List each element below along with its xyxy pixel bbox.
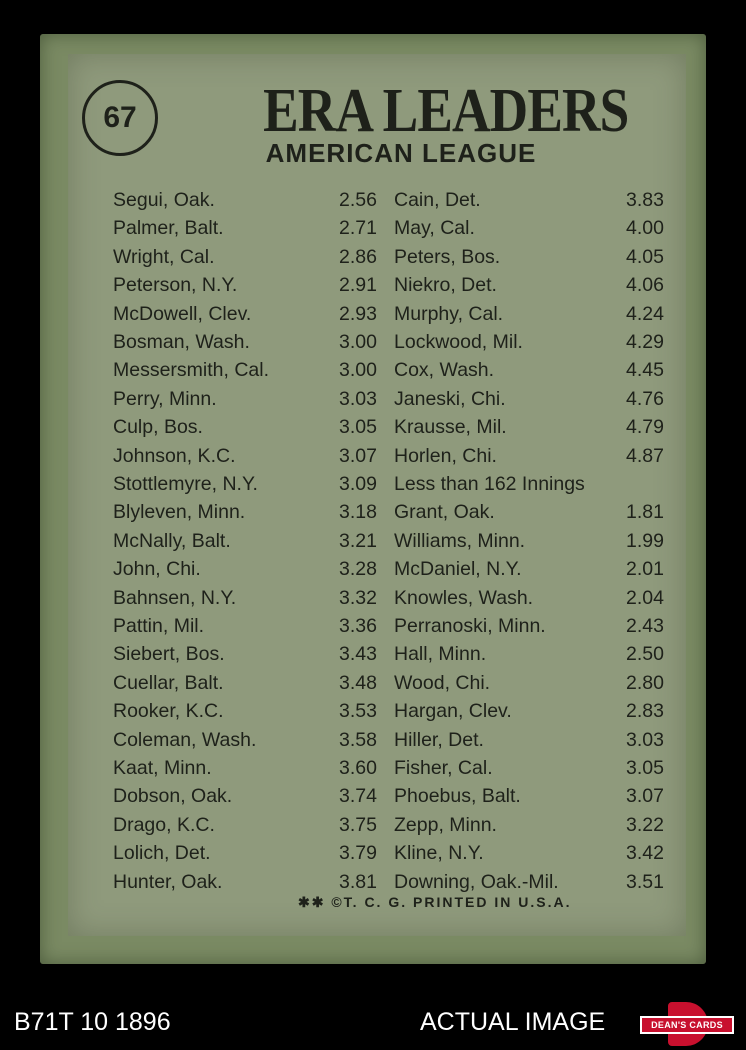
era-value: 2.86 bbox=[339, 245, 377, 268]
era-value: 2.01 bbox=[626, 558, 664, 581]
pitcher-name: Downing, Oak.-Mil. bbox=[394, 870, 559, 893]
pitcher-name: Johnson, K.C. bbox=[113, 444, 236, 467]
pitcher-name: Hargan, Clev. bbox=[394, 700, 512, 723]
pitcher-name: Phoebus, Balt. bbox=[394, 785, 521, 808]
era-row bbox=[113, 470, 393, 498]
pitcher-name: Cox, Wash. bbox=[394, 359, 495, 382]
pitcher-name: Dobson, Oak. bbox=[113, 785, 233, 808]
era-value: 4.76 bbox=[626, 387, 664, 410]
era-value: 4.00 bbox=[626, 217, 664, 240]
era-value: 3.05 bbox=[339, 416, 377, 439]
era-row bbox=[394, 754, 674, 782]
pitcher-name: Drago, K.C. bbox=[113, 813, 215, 836]
pitcher-name: Peterson, N.Y. bbox=[113, 274, 238, 297]
era-value: 3.48 bbox=[339, 671, 377, 694]
pitcher-name: Hall, Minn. bbox=[394, 643, 487, 666]
era-value: 3.32 bbox=[339, 586, 377, 609]
pitcher-name: John, Chi. bbox=[113, 558, 201, 581]
pitcher-name: Culp, Bos. bbox=[113, 416, 203, 439]
pitcher-name: Kaat, Minn. bbox=[113, 757, 212, 779]
era-row bbox=[113, 612, 393, 640]
pitcher-name: Pattin, Mil. bbox=[113, 615, 205, 637]
pitcher-name: Blyleven, Minn. bbox=[113, 501, 246, 524]
era-row bbox=[394, 669, 674, 697]
pitcher-name: Murphy, Cal. bbox=[394, 302, 504, 325]
era-row bbox=[394, 726, 674, 754]
pitcher-name: Williams, Minn. bbox=[394, 529, 526, 552]
pitcher-name: Messersmith, Cal. bbox=[113, 359, 270, 382]
era-row bbox=[394, 555, 674, 583]
era-value: 3.42 bbox=[626, 842, 664, 865]
era-value: 2.56 bbox=[339, 189, 377, 211]
section-header: Less than 162 Innings bbox=[394, 473, 585, 495]
catalog-id: B71T 10 1896 bbox=[14, 1008, 171, 1036]
era-value: 3.36 bbox=[339, 615, 377, 637]
era-value: 2.04 bbox=[626, 586, 664, 609]
era-value: 3.09 bbox=[339, 473, 377, 495]
era-value: 1.99 bbox=[626, 529, 664, 552]
era-value: 3.07 bbox=[339, 444, 377, 467]
era-row bbox=[394, 243, 674, 271]
era-value: 3.60 bbox=[339, 757, 377, 779]
era-row bbox=[113, 214, 393, 242]
era-value: 3.74 bbox=[339, 785, 377, 808]
pitcher-name: May, Cal. bbox=[394, 217, 475, 240]
era-value: 3.05 bbox=[626, 757, 664, 779]
era-value: 3.03 bbox=[339, 387, 377, 410]
era-row bbox=[113, 186, 393, 214]
era-row bbox=[394, 697, 674, 725]
era-value: 2.83 bbox=[626, 700, 664, 723]
pitcher-name: Segui, Oak. bbox=[113, 189, 215, 211]
era-value: 4.06 bbox=[626, 274, 664, 297]
pitcher-name: Hiller, Det. bbox=[394, 728, 484, 751]
era-value: 3.81 bbox=[339, 870, 377, 893]
era-value: 2.80 bbox=[626, 671, 664, 694]
era-row bbox=[394, 356, 674, 384]
era-row bbox=[394, 271, 674, 299]
era-row bbox=[394, 214, 674, 242]
era-row bbox=[113, 697, 393, 725]
era-row bbox=[113, 442, 393, 470]
baseball-card-back bbox=[40, 34, 706, 964]
era-row bbox=[113, 385, 393, 413]
pitcher-name: Coleman, Wash. bbox=[113, 728, 257, 751]
era-row bbox=[113, 356, 393, 384]
pitcher-name: Cain, Det. bbox=[394, 189, 481, 211]
pitcher-name: Wood, Chi. bbox=[394, 671, 491, 694]
era-row bbox=[113, 498, 393, 526]
era-row bbox=[113, 640, 393, 668]
era-value: 2.71 bbox=[339, 217, 377, 240]
era-value: 3.00 bbox=[339, 359, 377, 382]
era-row bbox=[113, 527, 393, 555]
era-row bbox=[394, 186, 674, 214]
pitcher-name: Hunter, Oak. bbox=[113, 870, 223, 893]
era-row bbox=[113, 811, 393, 839]
era-row bbox=[394, 385, 674, 413]
era-row bbox=[113, 300, 393, 328]
pitcher-name: Knowles, Wash. bbox=[394, 586, 534, 609]
pitcher-name: McDaniel, N.Y. bbox=[394, 558, 522, 581]
era-value: 4.05 bbox=[626, 245, 664, 268]
era-value: 3.21 bbox=[339, 529, 377, 552]
era-value: 2.50 bbox=[626, 643, 664, 666]
pitcher-name: Grant, Oak. bbox=[394, 501, 495, 524]
era-row bbox=[394, 839, 674, 867]
era-row bbox=[113, 271, 393, 299]
pitcher-name: Fisher, Cal. bbox=[394, 757, 493, 779]
era-row bbox=[394, 328, 674, 356]
era-row bbox=[394, 527, 674, 555]
logo-text: DEAN'S CARDS bbox=[640, 1016, 734, 1034]
pitcher-name: Zepp, Minn. bbox=[394, 813, 497, 836]
era-row bbox=[113, 243, 393, 271]
era-row bbox=[113, 839, 393, 867]
era-row bbox=[394, 640, 674, 668]
era-row bbox=[113, 726, 393, 754]
era-row bbox=[394, 612, 674, 640]
era-row bbox=[394, 782, 674, 810]
pitcher-name: Bosman, Wash. bbox=[113, 331, 250, 353]
era-value: 4.29 bbox=[626, 331, 664, 353]
era-value: 1.81 bbox=[626, 501, 664, 524]
era-row bbox=[394, 498, 674, 526]
pitcher-name: Lockwood, Mil. bbox=[394, 331, 523, 353]
era-value: 4.87 bbox=[626, 444, 664, 467]
era-row bbox=[113, 669, 393, 697]
era-value: 2.91 bbox=[339, 274, 377, 297]
pitcher-name: Cuellar, Balt. bbox=[113, 671, 224, 694]
era-value: 3.58 bbox=[339, 728, 377, 751]
pitcher-name: Rooker, K.C. bbox=[113, 700, 224, 723]
era-value: 3.00 bbox=[339, 331, 377, 353]
era-value: 3.51 bbox=[626, 870, 664, 893]
pitcher-name: Horlen, Chi. bbox=[394, 444, 497, 467]
era-row bbox=[394, 868, 674, 896]
era-value: 4.79 bbox=[626, 416, 664, 439]
pitcher-name: Perry, Minn. bbox=[113, 387, 217, 410]
pitcher-name: Wright, Cal. bbox=[113, 245, 215, 268]
card-number: 67 bbox=[82, 80, 158, 156]
era-value: 3.83 bbox=[626, 189, 664, 211]
era-row bbox=[394, 811, 674, 839]
era-value: 3.79 bbox=[339, 842, 377, 865]
pitcher-name: McNally, Balt. bbox=[113, 529, 231, 552]
era-value: 3.28 bbox=[339, 558, 377, 581]
era-row bbox=[113, 754, 393, 782]
pitcher-name: Bahnsen, N.Y. bbox=[113, 586, 237, 609]
era-value: 3.03 bbox=[626, 728, 664, 751]
era-value: 2.93 bbox=[339, 302, 377, 325]
era-value: 2.43 bbox=[626, 615, 664, 637]
pitcher-name: Niekro, Det. bbox=[394, 274, 497, 297]
pitcher-name: Janeski, Chi. bbox=[394, 387, 506, 410]
era-value: 3.53 bbox=[339, 700, 377, 723]
pitcher-name: Lolich, Det. bbox=[113, 842, 211, 865]
pitcher-name: Stottlemyre, N.Y. bbox=[113, 473, 258, 495]
pitcher-name: Peters, Bos. bbox=[394, 245, 501, 268]
era-value: 3.75 bbox=[339, 813, 377, 836]
era-row bbox=[113, 868, 393, 896]
pitcher-name: McDowell, Clev. bbox=[113, 302, 252, 325]
era-value: 4.45 bbox=[626, 359, 664, 382]
era-row bbox=[113, 782, 393, 810]
era-value: 3.07 bbox=[626, 785, 664, 808]
era-row bbox=[113, 328, 393, 356]
era-row bbox=[113, 584, 393, 612]
era-row bbox=[394, 584, 674, 612]
era-row bbox=[394, 413, 674, 441]
card-title: ERA LEADERS bbox=[263, 77, 629, 145]
era-value: 3.22 bbox=[626, 813, 664, 836]
era-value: 3.43 bbox=[339, 643, 377, 666]
era-row bbox=[394, 300, 674, 328]
era-value: 4.24 bbox=[626, 302, 664, 325]
pitcher-name: Kline, N.Y. bbox=[394, 842, 484, 865]
pitcher-name: Perranoski, Minn. bbox=[394, 615, 546, 637]
card-subtitle: AMERICAN LEAGUE bbox=[265, 138, 537, 168]
actual-image-label: ACTUAL IMAGE bbox=[420, 1008, 606, 1036]
pitcher-name: Krausse, Mil. bbox=[394, 416, 507, 439]
era-row bbox=[394, 442, 674, 470]
deans-cards-logo bbox=[640, 1002, 734, 1046]
copyright-line: ✱✱ ©T. C. G. PRINTED IN U.S.A. bbox=[298, 894, 572, 910]
era-value: 3.18 bbox=[339, 501, 377, 524]
era-row bbox=[113, 413, 393, 441]
pitcher-name: Siebert, Bos. bbox=[113, 643, 225, 666]
era-row bbox=[113, 555, 393, 583]
pitcher-name: Palmer, Balt. bbox=[113, 217, 224, 240]
